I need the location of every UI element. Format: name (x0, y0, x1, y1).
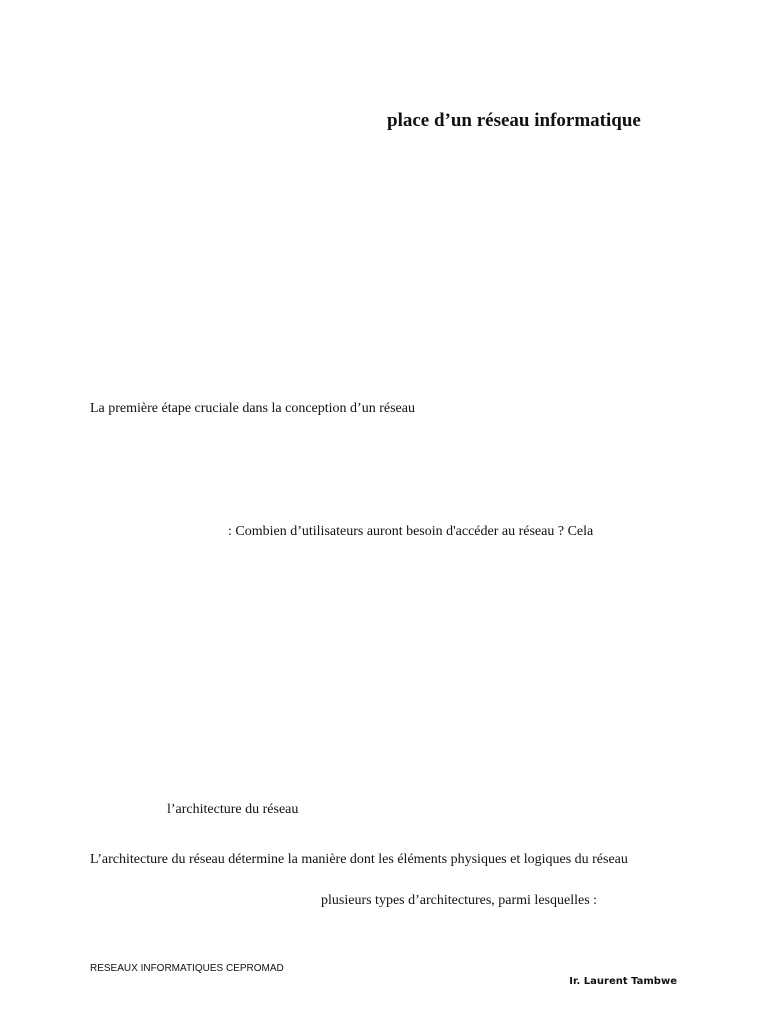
footer-author: Ir. Laurent Tambwe (569, 976, 677, 987)
paragraph-architecture-types: plusieurs types d’architectures, parmi lesquelles : (321, 893, 598, 908)
paragraph-users-question: : Combien d’utilisateurs auront besoin d'accéder au réseau ? Cela (228, 524, 594, 539)
paragraph-architecture: L’architecture du réseau détermine la manière dont les éléments physiques et logiques du réseau (90, 852, 628, 867)
subheading-architecture: l’architecture du réseau (167, 802, 299, 817)
section-heading: place d’un réseau informatique (387, 110, 641, 131)
paragraph-intro: La première étape cruciale dans la conception d’un réseau (90, 401, 415, 416)
footer-course-title: RESEAUX INFORMATIQUES CEPROMAD (90, 963, 284, 974)
